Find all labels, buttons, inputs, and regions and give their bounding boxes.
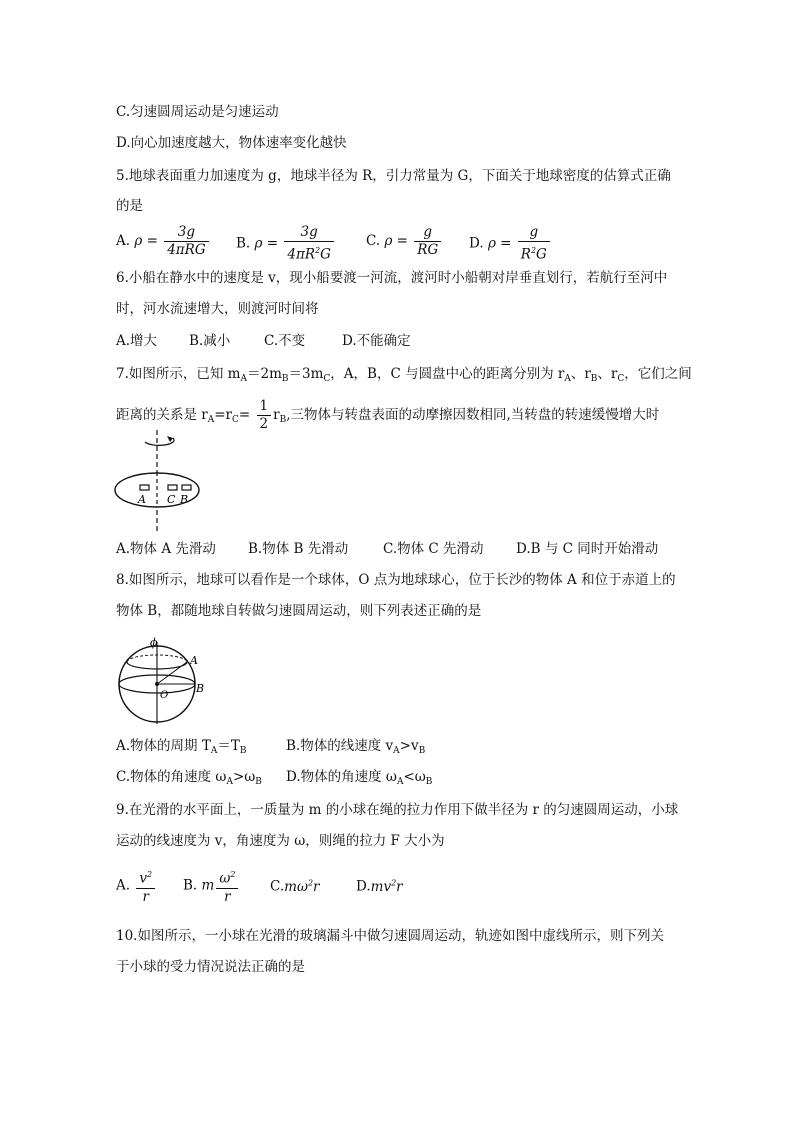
q9-option-a: A. $\frac{v^2}{r}$ <box>116 866 157 906</box>
q5-option-b: B. ρ = $\frac{3g}{4\pi R^2G}$ <box>236 224 336 264</box>
question-10-line-1: 10.如图所示，一小球在光滑的玻璃漏斗中做匀速圆周运动，轨迹如图中虚线所示，则下列关 <box>116 928 664 944</box>
q5-option-a: A. ρ = $\frac{3g}{\text{4πRG}}$ <box>116 224 211 259</box>
q7-option-b: B.物体 B 先滑动 <box>248 541 349 557</box>
q6-option-c: C.不变 <box>264 333 306 349</box>
q8-option-b: B.物体的线速度 $v_A>v_B$ <box>286 738 426 756</box>
question-5-line-2: 的是 <box>116 198 143 214</box>
option-c-q4: C.匀速圆周运动是匀速运动 <box>116 104 279 120</box>
fig-label-b8: B <box>196 682 205 695</box>
q9-option-d: $D.mv^2r$ <box>356 878 403 895</box>
q7-option-d: D.B 与 C 同时开始滑动 <box>516 541 659 557</box>
fig-label-a: A <box>138 493 146 506</box>
question-7-line-2: 距离的关系是 $r_A=r_C=$ $\frac{1}{2}$ $r_B$,三物体与转盘表面的动摩擦因数相同,当转盘的转速缓慢增大时 <box>116 398 660 432</box>
q9-option-c: $C.m\omega^2r$ <box>270 878 320 895</box>
fig-label-b: B <box>180 493 189 506</box>
question-6-line-2: 时，河水流速增大，则渡河时间将 <box>116 301 319 317</box>
turntable-figure <box>112 428 212 534</box>
q9-option-b: B. m $\frac{\omega^2}{r}$ <box>183 866 240 906</box>
q8-option-c: C.物体的角速度 $\omega_A>\omega_B$ <box>116 769 262 787</box>
q7-option-c: C.物体 C 先滑动 <box>383 541 484 557</box>
q6-option-d: D.不能确定 <box>342 333 411 349</box>
q8-option-d: D.物体的角速度 $\omega_A<\omega_B$ <box>286 769 433 787</box>
q5-c-fraction: $\frac{g}{RG}$ <box>414 224 441 259</box>
q6-option-b: B.减小 <box>189 333 231 349</box>
question-5-line-1: 5.地球表面重力加速度为 g，地球半径为 R，引力常量为 G，下面关于地球密度的估算式正确 <box>116 168 671 184</box>
half-fraction: $\frac{1}{2}$ <box>257 398 272 433</box>
option-d-q4: D.向心加速度越大，物体速率变化越快 <box>116 135 347 151</box>
fig-label-phi: ϕ <box>150 636 158 649</box>
q5-option-c: C. ρ = $\frac{g}{RG}$ <box>366 224 443 259</box>
q5-b-fraction: $\frac{3g}{4\pi R^2G}$ <box>284 224 334 264</box>
question-8-line-2: 物体 B，都随地球自转做匀速圆周运动，则下列表述正确的是 <box>116 603 482 619</box>
q5-d-fraction: $\frac{g}{R^2G}$ <box>518 224 550 264</box>
q7-option-a: A.物体 A 先滑动 <box>116 541 216 557</box>
q6-option-a: A.增大 <box>116 333 158 349</box>
q5-a-fraction: $\frac{3g}{\text{4πRG}}$ <box>164 224 208 259</box>
fig-label-c: C <box>167 493 176 506</box>
q8-option-a: A.物体的周期 $T_A=T_B$ <box>116 738 247 756</box>
fig-label-a8: A <box>190 654 198 667</box>
earth-figure <box>112 632 212 728</box>
question-6-line-1: 6.小船在静水中的速度是 v，现小船要渡一河流，渡河时小船朝对岸垂直划行，若航行至河中 <box>116 270 668 286</box>
fig-label-o: O <box>160 690 169 701</box>
question-8-line-1: 8.如图所示，地球可以看作是一个球体，O 点为地球球心，位于长沙的物体 A 和位于赤道上的 <box>116 572 676 588</box>
question-7-line-1: 7.如图所示，已知 $m_A=2m_B=3m_C$，A，B，C 与圆盘中心的距离分别为 $r_A$、$r_B$、$r_C$，它们之间 <box>116 366 692 384</box>
question-9-line-1: 9.在光滑的水平面上，一质量为 m 的小球在绳的拉力作用下做半径为 r 的匀速圆周运动，小球 <box>116 802 679 818</box>
q5-option-d: D. ρ = $\frac{g}{R^2G}$ <box>469 224 552 264</box>
question-10-line-2: 于小球的受力情况说法正确的是 <box>116 959 305 975</box>
question-9-line-2: 运动的线速度为 v，角速度为 ω，则绳的拉力 F 大小为 <box>116 833 445 849</box>
